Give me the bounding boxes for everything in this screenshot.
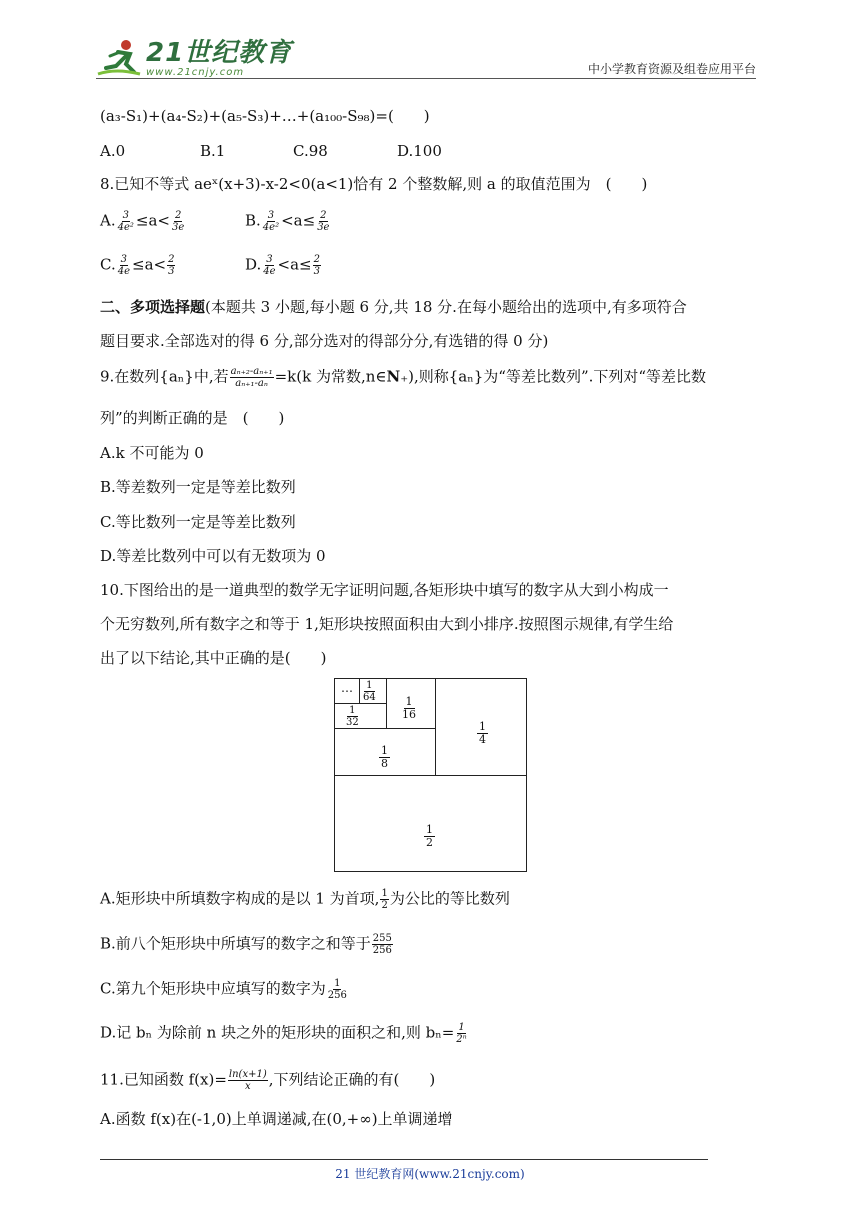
q10-stem-2: 个无穷数列,所有数字之和等于 1,矩形块按照面积由大到小排序.按照图示规律,有学生给 (100, 615, 674, 633)
inequality: <a≤ (277, 255, 312, 274)
inequality: ≤a< (135, 211, 170, 230)
label-1-32 (346, 705, 359, 728)
fraction-den: 4e (117, 266, 130, 277)
set-n: N (386, 367, 401, 386)
q9-option-c: C.等比数列一定是等差比数列 (100, 513, 296, 531)
inequality: <a≤ (281, 211, 316, 230)
fraction-den: x (245, 1081, 251, 1092)
q9-post: =k(k 为常数,n∈ (274, 367, 387, 386)
figure-ellipsis: … (341, 681, 353, 695)
fraction (262, 254, 276, 277)
fraction-den: 32 (346, 717, 359, 728)
fraction-num: 2 (168, 254, 175, 265)
q7-option-b: B.1 (200, 142, 226, 160)
q9-option-a: A.k 不可能为 0 (100, 444, 204, 462)
label-1-64 (363, 680, 376, 703)
fraction-den: 64 (363, 692, 376, 703)
q8-option-b (245, 210, 331, 233)
fraction (372, 933, 393, 956)
option-text: B.前八个矩形块中所填写的数字之和等于 (100, 934, 371, 953)
label-1-16 (402, 696, 416, 721)
fraction-den: 3e (317, 222, 330, 233)
fraction-num: 1 (458, 1022, 465, 1033)
fraction (117, 210, 135, 233)
q7-option-c: C.98 (293, 142, 328, 160)
section2-heading (100, 297, 687, 317)
fraction-num: 1 (366, 680, 373, 691)
header-divider (96, 78, 756, 79)
fraction-num: 1 (349, 705, 356, 716)
fraction-den: 3e (172, 222, 185, 233)
fraction-num: 1 (334, 978, 341, 989)
q8-option-a (100, 210, 186, 233)
option-text-post: 为公比的等比数列 (389, 889, 510, 908)
q9-stem-cont: 列”的判断正确的是 ( ) (100, 409, 285, 427)
label-1-2 (424, 824, 435, 849)
rect-eighth-divider (335, 728, 436, 729)
label-1-4 (477, 721, 488, 746)
fraction-den: 8 (381, 757, 388, 770)
fraction-den: 3 (313, 266, 321, 277)
fraction (262, 210, 280, 233)
fraction-den: 4e² (262, 222, 280, 233)
platform-name: 中小学教育资源及组卷应用平台 (587, 62, 756, 76)
fraction-den: 4e² (117, 222, 134, 233)
site-logo (96, 36, 292, 80)
footer-text: 21 世纪教育网(www.21cnjy.com) (335, 1167, 525, 1181)
fraction-den: 2 (381, 900, 388, 911)
fraction-den: 4 (479, 733, 486, 746)
fraction-den: 2ⁿ (456, 1034, 467, 1045)
q10-option-c (100, 978, 349, 1001)
section2-desc-cont: 题目要求.全部选对的得 6 分,部分选对的得部分分,有选错的得 0 分) (100, 332, 549, 350)
q7-options (100, 141, 442, 161)
fraction-num: 255 (372, 933, 392, 944)
q9-post-b: ₊),则称{aₙ}为“等差比数列”.下列对“等差比数 (400, 367, 707, 386)
section-desc: (本题共 3 小题,每小题 6 分,共 18 分.在每小题给出的选项中,有多项符合 (205, 298, 687, 316)
q7-option-a: A.0 (100, 142, 126, 160)
rect-32nd-divider (335, 703, 387, 704)
fraction (228, 1069, 268, 1092)
q11-post: ,下列结论正确的有( ) (268, 1070, 436, 1089)
fraction (167, 254, 175, 277)
fraction (230, 366, 274, 389)
q9-pre: 9.在数列{aₙ}中,若 (100, 367, 229, 386)
option-text: C.第九个矩形块中应填写的数字为 (100, 979, 326, 998)
fraction-num: aₙ₊₂-aₙ₊₁ (230, 366, 273, 377)
option-prefix: B. (245, 211, 261, 230)
fraction-num: 1 (381, 888, 388, 899)
q7-option-d: D.100 (397, 142, 442, 160)
fraction-num: 3 (266, 254, 273, 265)
fraction-num: 1 (479, 720, 486, 733)
fraction (327, 978, 348, 1001)
fraction-num: 1 (426, 823, 433, 836)
q10-stem-3: 出了以下结论,其中正确的是( ) (100, 649, 327, 667)
q10-option-a (100, 888, 510, 911)
fraction (313, 254, 321, 277)
fraction (380, 888, 388, 911)
logo-url: www.21cnjy.com (146, 66, 245, 78)
fraction (117, 254, 131, 277)
inequality: ≤a< (132, 255, 167, 274)
fraction-num: 3 (122, 210, 129, 221)
fraction-den: 4e (263, 266, 276, 277)
q11-option-a: A.函数 f(x)在(-1,0)上单调递减,在(0,+∞)上单调递增 (100, 1110, 453, 1128)
label-1-8 (379, 745, 390, 770)
fraction-den: 16 (402, 708, 416, 721)
option-prefix: A. (100, 211, 116, 230)
section-title: 二、多项选择题 (100, 298, 206, 316)
option-prefix: D. (245, 255, 262, 274)
fraction-den: 256 (372, 945, 392, 956)
footer-divider (100, 1159, 708, 1160)
q8-option-d (245, 254, 322, 277)
fraction-den: 256 (327, 990, 347, 1001)
q10-option-d (100, 1022, 469, 1045)
fraction-num: 2 (320, 210, 327, 221)
runner-logo-icon (96, 38, 142, 78)
fraction-num: 2 (313, 254, 321, 265)
fraction-den: aₙ₊₁-aₙ (235, 378, 268, 389)
rect-64th-divider (359, 679, 360, 704)
fraction (455, 1022, 467, 1045)
fraction-num: 1 (381, 744, 388, 757)
fraction-num: 2 (174, 210, 182, 221)
area-proof-figure (334, 678, 527, 872)
q10-option-b (100, 933, 394, 956)
fraction-num: 3 (120, 254, 128, 265)
fraction-num: ln(x+1) (228, 1069, 267, 1080)
q7-expression: (a₃-S₁)+(a₄-S₂)+(a₅-S₃)+…+(a₁₀₀-S₉₈)=( ) (100, 107, 430, 125)
q11-pre: 11.已知函数 f(x)= (100, 1070, 227, 1089)
option-text: A.矩形块中所填数字构成的是以 1 为首项, (100, 889, 380, 908)
fraction-num: 1 (405, 695, 413, 708)
q8-option-c (100, 254, 176, 277)
fraction-den: 2 (426, 836, 433, 849)
logo-text: 21世纪教育 (146, 37, 293, 68)
q9-stem (100, 366, 706, 389)
q10-stem-1: 10.下图给出的是一道典型的数学无字证明问题,各矩形块中填写的数字从大到小构成一 (100, 581, 669, 599)
option-text: D.记 bₙ 为除前 n 块之外的矩形块的面积之和,则 bₙ= (100, 1023, 455, 1042)
q11-stem (100, 1069, 435, 1092)
fraction (316, 210, 330, 233)
q9-option-d: D.等差比数列中可以有无数项为 0 (100, 547, 326, 565)
fraction (171, 210, 185, 233)
fraction-num: 3 (267, 210, 275, 221)
q8-stem: 8.已知不等式 aeˣ(x+3)-x-2<0(a<1)恰有 2 个整数解,则 a 的取值范围为 ( ) (100, 175, 648, 193)
rect-quarter-divider (435, 679, 436, 775)
fraction-den: 3 (168, 266, 175, 277)
q9-option-b: B.等差数列一定是等差比数列 (100, 478, 296, 496)
option-prefix: C. (100, 255, 116, 274)
